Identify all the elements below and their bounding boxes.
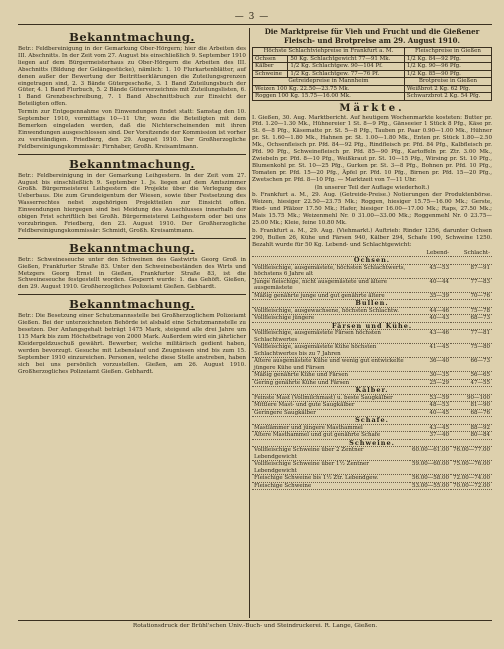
table-row <box>253 70 492 78</box>
table-cell: 75—80 <box>451 344 492 358</box>
separator <box>18 238 246 239</box>
table-cell: Vollfleischige, ausgemästete, höchsten Schlachtwerts, höchstens 6 Jahre alt <box>252 264 410 278</box>
table-cell: Schwarzbrot 2 Kg. 54 Pfg. <box>404 93 491 101</box>
notice-title: Bekanntmachung. <box>69 156 195 171</box>
left-column <box>18 28 246 376</box>
table-row <box>252 424 492 432</box>
table-cell: 59.00—60.00 <box>410 461 451 475</box>
top-rule <box>18 24 492 25</box>
notice-title: Bekanntmachung. <box>69 240 195 255</box>
table-cell: 40—44 <box>410 278 451 292</box>
table-cell: Feinste Mast (Vollmilchmast) u. beste Saugkälber <box>252 394 410 402</box>
printer-imprint: Rotationsdruck der Brühl'schen Univ.-Buch- und Steindruckerei. R. Lange, Gießen. <box>18 620 492 629</box>
table-cell: 76.00—77.00 <box>451 447 492 461</box>
table-cell: 37—40 <box>410 432 451 440</box>
notice-body: Betr.: Feldbereinigung in der Gemarkung Ober-Hörgern; hier die Arbeiten des III. Abschnitts. In der Zeit vom 27. August bis einschließlich 9. September 1910 liegen auf dem Bürgermeisterhaus zu Ober-Hörgern die Arbeiten des III. Abschnitts (Bildung der Gelängestücke), nämlich: 1. 10 Flurkartenblätter, auf denen außer der Bewertung der Beitrittserklärungen die Zuteilungsgrenzen eingetragen sind, 2. 3 Bände Gütergeschoße, 3. 1 Band Zuteilungsbuch der Güter, 4. 1 Band Flurbuch, 5. 2 Bände Güterverzeichnis mit Zuteilungslisten, 6. 1 Band Grenzbeschreibung, 7. 1 Band Abschnittsbuch zur Einsicht der Beteiligten offen. <box>18 46 246 108</box>
table-cell: 40—43 <box>410 315 451 323</box>
table-header: Brotpreise in Gießen <box>404 78 491 86</box>
table-header: Getreidepreise in Mannheim <box>253 78 405 86</box>
table-cell: 53.00—55.00 <box>412 482 449 489</box>
table-cell: Vollfleischige, ausgemästete Färsen höchsten Schlachtwertes <box>252 330 410 344</box>
table-cell: Ochsen <box>253 55 288 63</box>
table-row <box>252 358 492 372</box>
table-row <box>252 344 492 358</box>
table-cell: Vollfleischige Schweine über 1½ Zentner Lebendgewicht <box>252 461 410 475</box>
table-cell: 70—76 <box>451 292 492 300</box>
table-cell: 87—91 <box>451 264 492 278</box>
table-cell: Vollfleischige Schweine über 2 Zentner Lebendgewicht <box>252 447 410 461</box>
table-cell: Ältere ausgemästete Kühe und wenig gut entwickelte jüngere Kühe und Färsen <box>252 358 410 372</box>
livestock-price-table <box>252 250 492 491</box>
table-cell: Gering genährte Kühe und Färsen <box>252 379 410 387</box>
notice-body: Betr.: Feldbereinigung in der Gemarkung Leihgestern. In der Zeit vom 27. August bis einschließlich 9. September 1. Js. liegen auf dem Amtszimmer Großh. Bürgermeisterei Leihgestern die Projekte über die Verlegung des Ueberbaus. Die zum Grundeigentum der Wiesen, sowie über Festsetzung des Wasserrechtes nebst zugehörigen Projektteilen zur Einsicht offen. Einwendungen hiergegen sind bei Meidung des Ausschlusses innerhalb der obigen Frist schriftlich bei Großh. Bürgermeisterei Leihgestern oder bei uns vorzubringen. Friedberg, den 23. August 1910. Der Großherzogliche Feldbereinigungskommissär: Schmidt, Großh. Kreisamtmann. <box>18 172 246 234</box>
separator <box>18 154 246 155</box>
table-cell: 44—46 <box>410 307 451 315</box>
table-row <box>252 307 492 315</box>
table-cell: Schweine <box>253 70 288 78</box>
right-column <box>252 28 492 490</box>
group-title: Schafe. <box>252 417 492 425</box>
table-cell: 60.00—61.00 <box>410 447 451 461</box>
table-cell: Mäßig genährte junge und gut genährte ältere <box>252 292 410 300</box>
table-cell: 1/2 Kg. Schlachtgew. 77—76 Pf. <box>288 70 404 78</box>
page-number: — 3 — <box>234 12 270 22</box>
market-report: I. Gießen, 30. Aug. Marktbericht. Auf heutigem Wochenmarkte kosteten: Butter pr. Pfd. 1.20—1.30 Mk., Hühnereier 1 St. 8—9 Pfg., Gänseeier 1 Stück 8 Pfg., Käse pr. St. 6—8 Pfg., Käsematte pr. St. 5—8 Pfg., Tauben pr. Paar 0.90—1.00 Mk., Hühner pr. St. 1.60—1.80 Mk., Hahnen pr. St. 1.00—1.80 Mk., Enten pr. Stück 1.80—2.50 Mk., Ochsenfleisch pr. Pfd. 84—92 Pfg., Rindfleisch pr. Pfd. 84 Pfg., Kalbfleisch pr. Pfd. 90 Pfg., Schweinefleisch pr. Pfd. 85—90 Pfg., Kartoffeln pr. Ztr. 3.00 Mk., Zwiebeln pr. Pfd. 8—10 Pfg., Weißkraut pr. St. 10—15 Pfg., Wirsing pr. St. 10 Pfg., Blumenkohl pr. St. 10—25 Pfg., Gurken pr. St. 3—8 Pfg., Bohnen pr. Pfd. 10 Pfg., Tomaten pr. Pfd. 15—20 Pfg., Äpfel pr. Pfd. 10 Pfg., Birnen pr. Pfd. 15—20 Pfg., Zwetschen pr. Pfd. 8—10 Pfg. — Marktzeit von 7—11 Uhr. <box>252 114 492 183</box>
separator <box>18 294 246 295</box>
table-cell: 68—76 <box>451 409 492 417</box>
group-header-row <box>252 387 492 395</box>
table-cell: Kälber <box>253 63 288 71</box>
table-cell: 25—29 <box>410 379 451 387</box>
table-cell: 1/2 Kg. 84—92 Pfg. <box>404 55 491 63</box>
table-row <box>253 85 492 93</box>
table-cell: Mastlämmer und jüngere Masthammel <box>252 424 410 432</box>
table-cell: 50 Kg. Schlachtgewicht 77—91 Mk. <box>288 55 404 63</box>
table-cell: 90—100 <box>451 394 492 402</box>
table-cell: Ältere Masthammel und gut genährte Schafe <box>252 432 410 440</box>
table-cell: 1/2 Kg. 85—90 Pfg. <box>404 70 491 78</box>
table-cell: 1/2 Kg. Schlachtgew. 90—104 Pf. <box>288 63 404 71</box>
market-prices-title: Die Marktpreise für Vieh und Frucht und die Gießener Fleisch- und Brotpreise am 29. August 1910. <box>264 27 480 45</box>
frankfurt-cattle-report: b. Frankfurt a. M., 29. Aug. (Viehmarkt.) Auftrieb: Rinder 1256, darunter Ochsen 290, Bullen 26, Kühe und Färsen 940, Kälber 294, Schafe 190, Schweine 1250. Bezahlt wurde für 50 Kg. Lebend- und Schlachtgewicht: <box>252 228 492 248</box>
table-cell: 1/2 Kg. 90—96 Pfg. <box>404 63 491 71</box>
table-cell: 72.00—74.00 <box>453 475 490 482</box>
notice-body: Betr.: Schweineseuche unter den Schweinen des Gastwirts Georg Groß in Gießen, Frankfurter Straße 83. Unter den Schweinebeständen des Wirts und Metzgers Georg Ernst in Gießen, Frankfurter Straße 83, ist die Schweineseuche festgestellt worden. Gesperrt wurde: 1. das Gehöft. Gießen, den 29. August 1910. Großherzogliches Polizeiamt Gießen. Gebhardt. <box>18 256 246 291</box>
table-row <box>252 394 492 402</box>
notice-body: Termin zur Entgegennahme von Einwendungen findet statt: Samstag den 10. September 1910, vormittags 10—11 Uhr, wozu die Beteiligten mit dem Bemerken eingeladen werden, daß die Nichterscheinenden mit ihren Einwendungen ausgeschlossen sind. Der Vorsitzende der Kommission ist vorher zu verständigen. Friedberg, den 29. August 1910. Der Großherzogliche Feldbereinigungskommissär: Firnhaber, Großh. Kreisamtmann. <box>18 109 246 150</box>
group-header-row <box>252 300 492 308</box>
table-cell: Weizen 100 Kg. 22.50—23.75 Mk. <box>253 85 405 93</box>
table-cell: 48—53 <box>410 402 451 410</box>
table-cell: 56.00—58.00 <box>412 475 449 482</box>
table-cell: 75—78 <box>451 307 492 315</box>
table-cell: 80—84 <box>451 432 492 440</box>
table-header: Fleischpreise in Gießen <box>404 48 491 56</box>
table-cell: Geringere Saugkälber <box>252 409 410 417</box>
table-cell: 43—46 <box>410 330 451 344</box>
group-header-row <box>252 417 492 425</box>
table-cell: 43—45 <box>410 424 451 432</box>
notice-body: Betr.: Die Besetzung einer Schutzmannsstelle bei Großherzoglichem Polizeiamt Gießen. Bei der unterzeichneten Behörde ist alsbald eine Schutzmannstelle zu besetzen. Der Anfangsgehalt beträgt 1475 Mark, steigend alle drei Jahre um 115 Mark bis zum Höchstbetrage von 2000 Mark. Außerdem wird ein jährlicher Kleidergeldzuschuß gewährt. Bewerber, welche militärisch gedient haben, werden bevorzugt. Gesuche mit Lebenslauf und Zeugnissen sind bis zum 15. September 1910 einzureichen. Personen, welche diese Stelle anstreben, haben sich bei uns persönlich vorzustellen. Gießen, am 26. August 1910. Großherzogliches Polizeiamt Gießen. Gebhardt. <box>18 313 246 375</box>
table-row <box>253 55 492 63</box>
table-cell: 56—65 <box>451 372 492 380</box>
markets-heading: Märkte. <box>339 102 405 114</box>
table-cell: Mittlere Mast- und gute Saugkälber <box>252 402 410 410</box>
table-cell: Fleischige Schweine <box>252 482 410 490</box>
group-title: Schweine. <box>252 439 492 447</box>
table-cell: 70.00—72.00 <box>453 482 490 489</box>
table-cell: Fleischige Schweine bis 1½ Ztr. Lebendgew. <box>252 475 410 483</box>
table-row <box>252 447 492 461</box>
table-cell: 53—59 <box>410 394 451 402</box>
table-cell: 35—39 <box>410 292 451 300</box>
table-row <box>253 63 492 71</box>
table-cell: Junge fleischige, nicht ausgemästete und ältere ausgemästete <box>252 278 410 292</box>
table-cell: 66—73 <box>451 358 492 372</box>
group-title: Bullen. <box>252 300 492 308</box>
table-row <box>252 330 492 344</box>
price-groups <box>252 257 492 490</box>
market-note: (In unserer Teil der Auflage wiederholt.) <box>314 184 430 191</box>
table-cell: 41—45 <box>410 344 451 358</box>
table-cell: Vollfleischige jüngere <box>252 315 410 323</box>
table-cell: Vollfleischige, ausgemästete Kühe höchsten Schlachtwertes bis zu 7 Jahren <box>252 344 410 358</box>
notice-title: Bekanntmachung. <box>69 30 195 44</box>
group-title: Färsen und Kühe. <box>252 322 492 330</box>
group-title: Ochsen. <box>252 257 492 265</box>
group-title: Kälber. <box>252 387 492 395</box>
table-cell: 45—53 <box>410 264 451 278</box>
table-cell: 68—73 <box>451 315 492 323</box>
table-cell: 30—35 <box>410 372 451 380</box>
notice-title: Bekanntmachung. <box>69 297 195 312</box>
table-cell: 77—83 <box>451 278 492 292</box>
table-header: Lebend- <box>410 250 451 257</box>
table-row <box>252 482 492 490</box>
table-header: Schlacht- <box>451 250 492 257</box>
table-cell: 88—92 <box>451 424 492 432</box>
table-cell: 40—45 <box>410 409 451 417</box>
table-cell: 75.00—76.00 <box>451 461 492 475</box>
cattle-price-table <box>252 47 492 101</box>
table-row <box>252 461 492 475</box>
table-row <box>253 93 492 101</box>
group-header-row <box>252 439 492 447</box>
group-header-row <box>252 322 492 330</box>
table-cell: Roggen 100 Kg. 15.75—16.00 Mk. <box>253 93 405 101</box>
table-row <box>252 264 492 278</box>
table-cell: 81—90 <box>451 402 492 410</box>
column-divider <box>249 28 250 618</box>
table-cell: Vollfleischige, ausgewachsene, höchsten Schlachtw. <box>252 307 410 315</box>
table-row <box>252 475 492 483</box>
table-cell: Weißbrot 2 Kg. 62 Pfg. <box>404 85 491 93</box>
frankfurt-grain-report: b. Frankfurt a. M., 29. Aug. (Getreide-Preise.) Notierungen der Produktenbörse. Weizen, hiesiger 22.50—23.75 Mk.; Roggen, hiesiger 15.75—16.00 Mk.; Gerste, Ried- und Pfälzer 17.50 Mk.; Hafer, hiesiger 16.00—17.00 Mk.; Raps, 27.50 Mk.; Mais 15.75 Mk.; Weizenmehl Nr. 0 31.00—33.00 Mk.; Roggenmehl Nr. 0 23.75—25.00 Mk.; Kleie, feine 10.80 Mk. <box>252 192 492 227</box>
table-header: Höchste Schlachtviehpreise in Frankfurt a. M. <box>253 48 405 56</box>
table-cell: 36—40 <box>410 358 451 372</box>
table-row <box>252 372 492 380</box>
table-cell: 47—55 <box>451 379 492 387</box>
table-cell: Mäßig genährte Kühe und Färsen <box>252 372 410 380</box>
table-row <box>252 278 492 292</box>
table-row <box>252 402 492 410</box>
table-cell: 77—81 <box>451 330 492 344</box>
group-header-row <box>252 257 492 265</box>
